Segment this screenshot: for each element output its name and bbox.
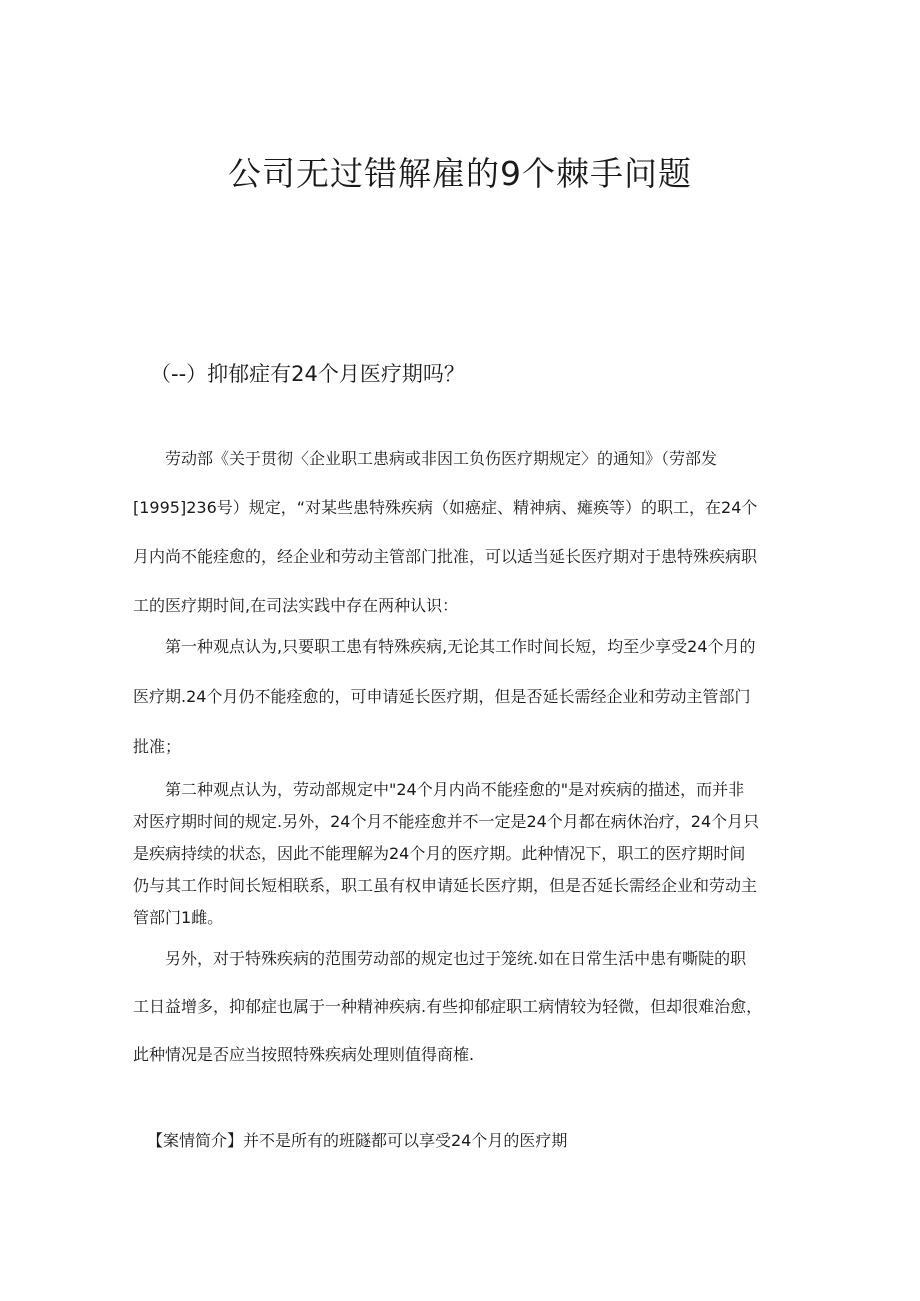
document-title: 公司无过错解雇的9个棘手问题 xyxy=(228,154,692,193)
paragraph-first-view xyxy=(133,622,793,772)
paragraph-line: 管部门1雌。 xyxy=(133,908,224,927)
paragraph-line: 另外，对于特殊疾病的范围劳动部的规定也过于笼统.如在日常生活中患有嘶陡的职 xyxy=(133,949,747,968)
paragraph-line: [1995]236号）规定，“对某些患特殊疾病（如癌症、精神病、瘫痪等）的职工，在24个 xyxy=(133,498,758,517)
paragraph-line: 仍与其工作时间长短相联系，职工虽有权申请延长医疗期，但是否延长需经企业和劳动主 xyxy=(133,876,758,895)
paragraph-line: 是疾病持续的状态，因此不能理解为24个月的医疗期。此种情况下，职工的医疗期时间 xyxy=(133,844,746,863)
paragraph-line: 批准； xyxy=(133,737,182,756)
paragraph-additional xyxy=(133,935,793,1079)
section-heading: （--）抑郁症有24个月医疗期吗？ xyxy=(150,362,465,386)
paragraph-line: 工的医疗期时间,在司法实践中存在两种认识： xyxy=(133,596,459,615)
paragraph-line: 第二种观点认为，劳动部规定中"24个月内尚不能痊愈的"是对疾病的描述，而并非 xyxy=(133,780,745,799)
case-intro: 【案情简介】并不是所有的班隧都可以享受24个月的医疗期 xyxy=(147,1131,568,1150)
paragraph-line: 月内尚不能痊愈的，经企业和劳动主管部门批准，可以适当延长医疗期对于患特殊疾病职 xyxy=(133,547,758,566)
paragraph-line: 对医疗期时间的规定.另外，24个月不能痊愈并不一定是24个月都在病休治疗，24个月只 xyxy=(133,812,760,831)
paragraph-line: 此种情况是否应当按照特殊疾病处理则值得商榷. xyxy=(133,1045,475,1064)
paragraph-regulation xyxy=(133,434,793,630)
paragraph-line: 医疗期.24个月仍不能痊愈的，可申请延长医疗期，但是否延长需经企业和劳动主管部门 xyxy=(133,687,751,706)
paragraph-line: 工日益增多，抑郁症也属于一种精神疾病.有些抑郁症职工病情较为轻微，但却很难治愈， xyxy=(133,997,763,1016)
paragraph-line: 劳动部《关于贯彻〈企业职工患病或非因工负伤医疗期规定〉的通知》（劳部发 xyxy=(133,449,718,468)
paragraph-line: 第一种观点认为,只要职工患有特殊疾病,无论其工作时间长短，均至少享受24个月的 xyxy=(133,637,756,656)
paragraph-second-view xyxy=(133,774,793,934)
